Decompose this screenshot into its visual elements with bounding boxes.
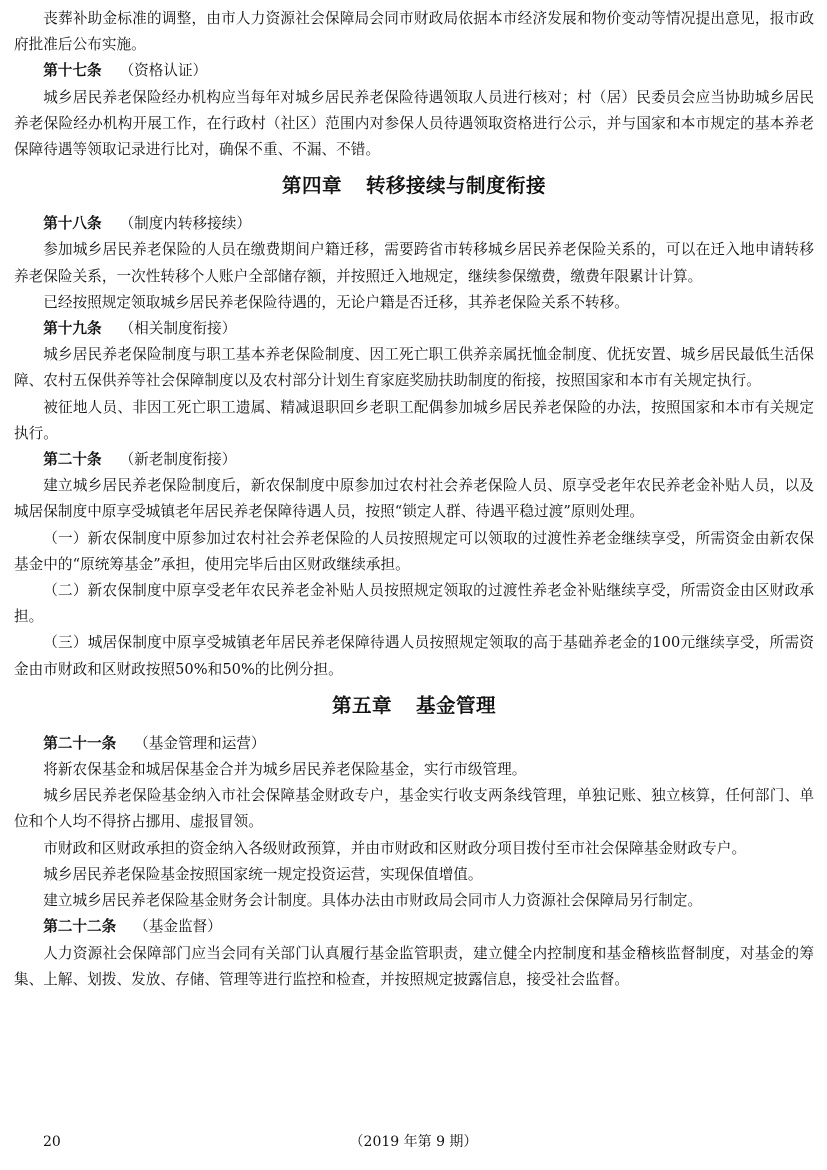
- body-paragraph: （三）城居保制度中原享受城镇老年居民养老保障待遇人员按照规定领取的高于基础养老金的100元继续享受，所需资金由市财政和区财政按照50%和50%的比例分担。: [14, 634, 814, 678]
- article-title: （相关制度衔接）: [119, 320, 237, 338]
- article-number: 第二十二条: [43, 918, 117, 936]
- body-paragraph: 已经按照规定领取城乡居民养老保险待遇的，无论户籍是否迁移，其养老保险关系不转移。: [43, 293, 629, 311]
- body-paragraph: 城乡居民养老保险经办机构应当每年对城乡居民养老保险待遇领取人员进行核对；村（居）民委员会应当协助城乡居民养老保险经办机构开展工作，在行政村（社区）范围内对参保人员待遇领取资格进行公示，并与国家和本市规定的基本养老保障待遇等领取记录进行比对，确保不重、不漏、不错。: [14, 88, 814, 159]
- body-paragraph: （二）新农保制度中原享受老年农民养老金补贴人员按照规定领取的过渡性养老金补贴继续享受，所需资金由区财政承担。: [14, 582, 814, 626]
- article-title: （资格认证）: [119, 62, 208, 80]
- document-body: [14, 6, 814, 993]
- body-paragraph: 城乡居民养老保险基金按照国家统一规定投资运营，实现保值增值。: [43, 865, 483, 883]
- article-number: 第二十条: [43, 451, 102, 469]
- article-heading: [14, 316, 814, 342]
- body-paragraph: 丧葬补助金标准的调整，由市人力资源社会保障局会同市财政局依据本市经济发展和物价变动等情况提出意见，报市政府批准后公布实施。: [14, 10, 814, 54]
- chapter-number: 第四章: [281, 174, 342, 198]
- article-title: （新老制度衔接）: [119, 451, 237, 469]
- body-paragraph: 市财政和区财政承担的资金纳入各级财政预算，并由市财政和区财政分项目拨付至市社会保障基金财政专户。: [43, 839, 747, 857]
- page-number: 20: [43, 1134, 61, 1150]
- article-number: 第十九条: [43, 320, 102, 338]
- body-paragraph: 人力资源社会保障部门应当会同有关部门认真履行基金监管职责，建立健全内控制度和基金稽核监督制度，对基金的筹集、上解、划拨、发放、存储、管理等进行监控和检查，并按照规定披露信息，接受社会监督。: [14, 944, 814, 988]
- body-paragraph: 城乡居民养老保险制度与职工基本养老保险制度、因工死亡职工供养亲属抚恤金制度、优抚安置、城乡居民最低生活保障、农村五保供养等社会保障制度以及农村部分计划生育家庭奖励扶助制度的衔接，按照国家和本市有关规定执行。: [14, 346, 814, 390]
- article-heading: [14, 58, 814, 84]
- chapter-heading: [14, 692, 814, 720]
- body-paragraph: 建立城乡居民养老保险基金财务会计制度。具体办法由市财政局会同市人力资源社会保障局另行制定。: [43, 892, 703, 910]
- article-heading: [14, 914, 814, 940]
- article-heading: [14, 211, 814, 237]
- chapter-title: 转移接续与制度衔接: [366, 174, 547, 198]
- chapter-number: 第五章: [331, 693, 392, 717]
- article-title: （基金监督）: [134, 918, 222, 936]
- article-number: 第十八条: [43, 215, 102, 233]
- body-paragraph: 将新农保基金和城居保基金合并为城乡居民养老保险基金，实行市级管理。: [43, 761, 527, 779]
- body-paragraph: 被征地人员、非因工死亡职工遗属、精减退职回乡老职工配偶参加城乡居民养老保险的办法，按照国家和本市有关规定执行。: [14, 398, 814, 442]
- page-footer: [0, 1132, 827, 1152]
- article-heading: [14, 731, 814, 757]
- issue-label: （2019 年第 9 期）: [349, 1134, 478, 1150]
- body-paragraph: 建立城乡居民养老保险制度后，新农保制度中原参加过农村社会养老保险人员、原享受老年农民养老金补贴人员，以及城居保制度中原享受城镇老年居民养老保障待遇人员，按照“锁定人群、待遇平稳过渡”原则处理。: [14, 477, 814, 521]
- body-paragraph: （一）新农保制度中原参加过农村社会养老保险的人员按照规定可以领取的过渡性养老金继续享受，所需资金由新农保基金中的“原统筹基金”承担，使用完毕后由区财政继续承担。: [14, 529, 814, 573]
- article-number: 第二十一条: [43, 734, 117, 752]
- body-paragraph: 参加城乡居民养老保险的人员在缴费期间户籍迁移，需要跨省市转移城乡居民养老保险关系的，可以在迁入地申请转移养老保险关系，一次性转移个人账户全部储存额，并按照迁入地规定，继续参保缴费，缴费年限累计计算。: [14, 241, 814, 285]
- body-paragraph: 城乡居民养老保险基金纳入市社会保障基金财政专户，基金实行收支两条线管理，单独记账、独立核算，任何部门、单位和个人均不得挤占挪用、虚报冒领。: [14, 787, 814, 831]
- article-title: （制度内转移接续）: [119, 215, 251, 233]
- article-title: （基金管理和运营）: [134, 734, 266, 752]
- chapter-title: 基金管理: [416, 693, 497, 717]
- chapter-heading: [14, 172, 814, 200]
- article-heading: [14, 447, 814, 473]
- article-number: 第十七条: [43, 62, 102, 80]
